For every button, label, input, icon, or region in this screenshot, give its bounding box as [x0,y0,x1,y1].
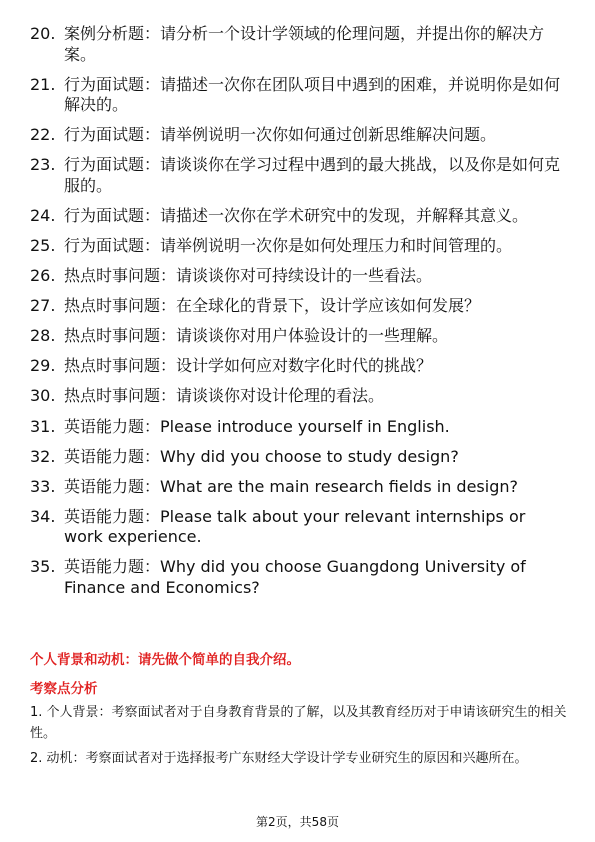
question-item [30,356,560,377]
question-text: 热点时事问题：在全球化的背景下，设计学应该如何发展？ [64,296,481,316]
question-text: 行为面试题：请举例说明一次你是如何处理压力和时间管理的。 [64,235,513,255]
question-list [30,24,560,608]
question-item [30,507,560,548]
question-item [30,386,560,407]
question-number: 33. [30,476,56,496]
question-number: 22. [30,125,56,145]
section-title: 个人背景和动机：请先做个简单的自我介绍。 [30,652,300,668]
question-item [30,477,560,498]
question-item [30,206,560,227]
question-text: 行为面试题：请描述一次你在学术研究中的发现，并解释其意义。 [64,205,529,225]
question-item [30,266,560,287]
question-text: 热点时事问题：请谈谈你对可持续设计的一些看法。 [64,266,433,286]
question-number: 25. [30,235,56,255]
question-text: 行为面试题：请举例说明一次你如何通过创新思维解决问题。 [64,125,497,145]
question-item [30,236,560,257]
analysis-item: 2. 动机：考察面试者对于选择报考广东财经大学设计学专业研究生的原因和兴趣所在。 [30,750,528,766]
question-number: 31. [30,416,56,436]
question-item [30,75,560,116]
question-number: 24. [30,205,56,225]
question-number: 32. [30,446,56,466]
question-number: 27. [30,296,56,316]
question-number: 28. [30,326,56,346]
question-text: 英语能力题：Please talk about your relevant internships or work experience. [64,506,526,547]
question-item [30,296,560,317]
question-number: 34. [30,506,56,526]
question-text: 热点时事问题：请谈谈你对用户体验设计的一些理解。 [64,326,449,346]
question-text: 英语能力题：Why did you choose to study design? [64,446,459,466]
question-item [30,557,560,598]
question-number: 35. [30,557,56,577]
question-number: 30. [30,386,56,406]
question-text: 行为面试题：请描述一次你在团队项目中遇到的困难，并说明你是如何解决的。 [64,74,561,115]
question-number: 23. [30,155,56,175]
question-item [30,326,560,347]
question-number: 20. [30,24,56,43]
analysis-heading: 考察点分析 [30,681,98,697]
question-number: 26. [30,266,56,286]
question-item [30,24,560,65]
question-number: 21. [30,74,56,94]
question-text: 英语能力题：Why did you choose Guangdong University of Finance and Economics? [64,557,526,597]
page-number-footer: 第2页，共58页 [256,815,339,829]
question-text: 英语能力题：Please introduce yourself in English. [64,416,450,436]
question-item [30,417,560,438]
question-number: 29. [30,356,56,376]
question-item [30,125,560,146]
question-text: 英语能力题：What are the main research fields in design? [64,476,518,496]
question-text: 热点时事问题：请谈谈你对设计伦理的看法。 [64,386,385,406]
question-text: 热点时事问题：设计学如何应对数字化时代的挑战？ [64,356,433,376]
question-item [30,155,560,196]
question-text: 案例分析题：请分析一个设计学领域的伦理问题，并提出你的解决方案。 [64,24,545,64]
question-item [30,447,560,468]
question-text: 行为面试题：请谈谈你在学习过程中遇到的最大挑战，以及你是如何克服的。 [64,155,561,195]
analysis-item: 1. 个人背景：考察面试者对于自身教育背景的了解，以及其教育经历对于申请该研究生的相关性。 [30,705,567,741]
analysis-body [30,702,570,772]
